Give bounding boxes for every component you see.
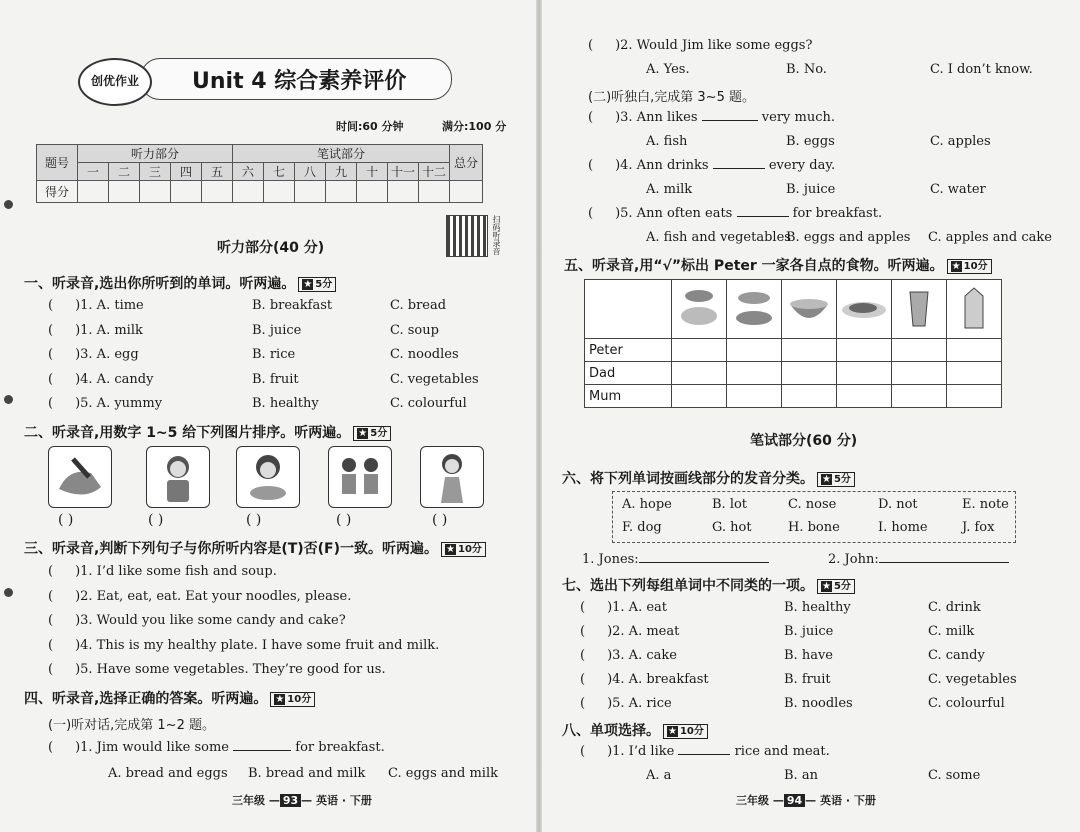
answer-blank[interactable]: ( ) xyxy=(58,512,74,528)
checkmark-cell[interactable] xyxy=(837,385,892,408)
question-4-1: ( )1. Jim would like some for breakfast. xyxy=(48,740,385,755)
option-c[interactable]: C. apples and cake xyxy=(928,230,1052,245)
question-number: 八 xyxy=(295,163,326,181)
question-number: 三 xyxy=(140,163,171,181)
option-c[interactable]: C. I don’t know. xyxy=(930,62,1033,77)
option-b[interactable]: B. juice xyxy=(252,322,302,338)
score-cell[interactable] xyxy=(233,181,264,203)
option-a[interactable]: A. Yes. xyxy=(646,62,690,77)
score-badge: ★ 10分 xyxy=(270,692,315,707)
option-b[interactable]: B. noodles xyxy=(784,696,853,711)
option-a[interactable]: )5. A. yummy xyxy=(75,396,163,411)
person-name: Mum xyxy=(585,385,672,408)
writing-heading: 笔试部分(60 分) xyxy=(750,433,858,449)
question-4-3: ( )3. Ann likes very much. xyxy=(588,110,836,125)
soup-bowl-icon xyxy=(782,280,837,339)
score-cell[interactable] xyxy=(326,181,357,203)
score-badge: ★ 10分 xyxy=(663,724,708,739)
picture-boy-eating xyxy=(146,446,210,508)
checkmark-cell[interactable] xyxy=(782,339,837,362)
odd-one-out-item xyxy=(580,672,709,687)
section-3-title: 三、听录音,判断下列句子与你所听内容是(T)否(F)一致。听两遍。 ★ 10分 xyxy=(24,538,486,558)
option-b[interactable]: B. rice xyxy=(252,347,296,362)
listening-item xyxy=(48,396,162,411)
time-limit: 时间:60 分钟 xyxy=(336,120,404,133)
question-4-5: ( )5. Ann often eats for breakfast. xyxy=(588,206,883,221)
question-number: 四 xyxy=(171,163,202,181)
phonics-word: G. hot xyxy=(712,520,752,535)
question-number: 九 xyxy=(326,163,357,181)
option-a[interactable]: A. fish and vegetables xyxy=(646,230,791,245)
milk-carton-icon xyxy=(947,280,1002,339)
answer-paren[interactable]: ( xyxy=(580,672,586,687)
answer-paren[interactable]: ( xyxy=(48,637,54,653)
checkmark-cell[interactable] xyxy=(782,362,837,385)
score-badge: ★ 5分 xyxy=(353,426,391,441)
phonics-word: J. fox xyxy=(962,520,995,535)
question-number: 五 xyxy=(202,163,233,181)
option-b[interactable]: B. healthy xyxy=(252,396,319,411)
section-4-title: 四、听录音,选择正确的答案。听两遍。 ★ 10分 xyxy=(24,688,315,708)
label-total: 总分 xyxy=(450,145,483,181)
score-badge: ★ 5分 xyxy=(817,472,855,487)
answer-paren[interactable]: ( xyxy=(580,600,586,615)
option-c[interactable]: C. noodles xyxy=(390,347,459,362)
checkmark-cell[interactable] xyxy=(837,362,892,385)
label-listening: 听力部分 xyxy=(78,145,233,163)
section-8-title: 八、单项选择。 ★ 10分 xyxy=(562,720,708,740)
checkmark-cell[interactable] xyxy=(892,339,947,362)
checkmark-cell[interactable] xyxy=(672,339,727,362)
checkmark-cell[interactable] xyxy=(782,385,837,408)
footer-right: 三年级 — 94 — 英语 · 下册 xyxy=(736,794,876,807)
label-score: 得分 xyxy=(37,181,78,203)
question-number: 一 xyxy=(78,163,109,181)
checkmark-cell[interactable] xyxy=(947,339,1002,362)
fish-plate-icon xyxy=(837,280,892,339)
juice-glass-icon xyxy=(892,280,947,339)
binding-hole xyxy=(4,588,13,597)
answer-paren[interactable]: ( xyxy=(48,396,54,411)
dumplings-icon xyxy=(727,280,782,339)
option-b[interactable]: B. bread and milk xyxy=(248,766,366,781)
full-score: 满分:100 分 xyxy=(442,120,507,133)
answer-blank[interactable]: ( ) xyxy=(432,512,448,528)
answer-paren[interactable]: ( xyxy=(48,347,54,362)
section-7-title: 七、选出下列每组单词中不同类的一项。 ★ 5分 xyxy=(562,575,855,595)
answer-blank[interactable]: ( ) xyxy=(246,512,262,528)
score-badge: ★ 5分 xyxy=(817,579,855,594)
qr-code xyxy=(446,215,488,257)
subsection-2: (二)听独白,完成第 3~5 题。 xyxy=(588,90,755,105)
picture-bread xyxy=(48,446,112,508)
option-a[interactable]: )1. A. time xyxy=(75,298,144,313)
checkmark-cell[interactable] xyxy=(947,385,1002,408)
option-c[interactable]: C. milk xyxy=(928,624,975,639)
qr-caption: 扫码听录音 xyxy=(492,215,501,255)
question-number: 十一 xyxy=(388,163,419,181)
option-b[interactable]: B. breakfast xyxy=(252,298,333,313)
answer-paren[interactable]: ( xyxy=(48,662,54,677)
score-cell[interactable] xyxy=(140,181,171,203)
true-false-item: ( )3. Would you like some candy and cake? xyxy=(48,613,346,628)
score-cell[interactable] xyxy=(171,181,202,203)
question-number: 七 xyxy=(264,163,295,181)
odd-one-out-item xyxy=(580,648,677,663)
phonics-word: B. lot xyxy=(712,497,748,512)
food-row xyxy=(585,362,1002,385)
score-cell[interactable] xyxy=(78,181,109,203)
option-c[interactable]: C. bread xyxy=(390,298,447,313)
food-row xyxy=(585,385,1002,408)
answer-paren[interactable]: ( xyxy=(48,298,54,313)
total-score-cell[interactable] xyxy=(450,181,483,203)
option-a[interactable]: )1. A. eat xyxy=(607,600,668,615)
option-c[interactable]: C. colourful xyxy=(928,696,1005,711)
checkmark-cell[interactable] xyxy=(672,362,727,385)
score-badge: ★ 5分 xyxy=(298,277,336,292)
score-cell[interactable] xyxy=(295,181,326,203)
listening-heading: 听力部分(40 分) xyxy=(217,240,325,256)
option-c[interactable]: C. soup xyxy=(390,322,439,338)
checkmark-cell[interactable] xyxy=(892,362,947,385)
footer-left: 三年级 — 93 — 英语 · 下册 xyxy=(232,794,372,807)
odd-one-out-item xyxy=(580,624,679,639)
score-cell[interactable] xyxy=(202,181,233,203)
option-a[interactable]: )5. A. rice xyxy=(607,696,672,711)
option-a[interactable]: A. milk xyxy=(646,182,693,197)
question-4-4: ( )4. Ann drinks every day. xyxy=(588,158,836,173)
option-c[interactable]: C. vegetables xyxy=(390,371,479,387)
odd-one-out-item xyxy=(580,600,667,615)
score-badge: ★ 10分 xyxy=(441,542,486,557)
chicken-icon xyxy=(672,280,727,339)
option-b[interactable]: B. juice xyxy=(786,182,836,197)
option-a[interactable]: A. a xyxy=(646,768,672,783)
option-c[interactable]: C. water xyxy=(930,182,986,197)
listening-item xyxy=(48,298,144,313)
phonics-word: H. bone xyxy=(788,520,840,535)
option-a[interactable]: )4. A. breakfast xyxy=(607,672,709,687)
score-cell[interactable] xyxy=(388,181,419,203)
checkmark-cell[interactable] xyxy=(837,339,892,362)
phonics-word: C. nose xyxy=(788,497,837,512)
option-a[interactable]: )1. A. milk xyxy=(75,322,143,338)
option-c[interactable]: C. candy xyxy=(928,648,985,663)
answer-paren[interactable]: ( xyxy=(48,322,54,338)
phonics-word: E. note xyxy=(962,497,1009,512)
binding-hole xyxy=(4,200,13,209)
option-b[interactable]: B. No. xyxy=(786,62,827,77)
score-cell[interactable] xyxy=(264,181,295,203)
option-a[interactable]: A. fish xyxy=(646,134,688,149)
question-number: 二 xyxy=(109,163,140,181)
answer-paren[interactable]: ( xyxy=(580,624,586,639)
checkmark-cell[interactable] xyxy=(727,339,782,362)
listening-item xyxy=(48,347,139,362)
picture-girl-noodles xyxy=(236,446,300,508)
option-a[interactable]: )3. A. egg xyxy=(75,347,139,362)
option-b[interactable]: B. eggs xyxy=(786,134,835,149)
option-b[interactable]: B. juice xyxy=(784,624,834,639)
checkmark-cell[interactable] xyxy=(672,385,727,408)
food-row xyxy=(585,339,1002,362)
picture-two-kids xyxy=(328,446,392,508)
score-cell[interactable] xyxy=(109,181,140,203)
section-1-title: 一、听录音,选出你所听到的单词。听两遍。 ★ 5分 xyxy=(24,273,336,293)
option-c[interactable]: C. drink xyxy=(928,600,981,615)
phonics-answer-2: 2. John: xyxy=(828,552,1009,567)
binding-hole xyxy=(4,395,13,404)
question-number: 十 xyxy=(357,163,388,181)
score-badge: ★ 10分 xyxy=(947,259,992,274)
option-a[interactable]: )2. A. meat xyxy=(607,624,680,639)
option-c[interactable]: C. some xyxy=(928,768,981,783)
option-c[interactable]: C. vegetables xyxy=(928,672,1017,687)
question-number: 十二 xyxy=(419,163,450,181)
checkmark-cell[interactable] xyxy=(947,362,1002,385)
phonics-word: D. not xyxy=(878,497,918,512)
answer-paren[interactable]: ( xyxy=(580,696,586,711)
label-writing: 笔试部分 xyxy=(233,145,450,163)
checkmark-cell[interactable] xyxy=(727,385,782,408)
option-a[interactable]: A. bread and eggs xyxy=(108,766,228,781)
food-table xyxy=(584,279,1002,408)
section-6-title: 六、将下列单词按画线部分的发音分类。 ★ 5分 xyxy=(562,468,855,488)
answer-paren[interactable]: ( xyxy=(580,648,586,663)
question-number: 六 xyxy=(233,163,264,181)
option-b[interactable]: B. fruit xyxy=(784,672,831,687)
true-false-item: ( )4. This is my healthy plate. I have some fruit and milk. xyxy=(48,637,440,653)
checkmark-cell[interactable] xyxy=(892,385,947,408)
brand-logo: 创优作业 xyxy=(78,58,152,106)
person-name: Peter xyxy=(585,339,672,362)
answer-blank[interactable]: ( ) xyxy=(148,512,164,528)
option-c[interactable]: C. colourful xyxy=(390,396,467,411)
phonics-word: A. hope xyxy=(622,497,672,512)
section-2-title: 二、听录音,用数字 1~5 给下列图片排序。听两遍。 ★ 5分 xyxy=(24,422,391,442)
phonics-word: I. home xyxy=(878,520,928,535)
option-b[interactable]: B. an xyxy=(784,768,818,783)
option-c[interactable]: C. apples xyxy=(930,134,991,149)
score-table xyxy=(36,144,483,203)
answer-paren[interactable]: ( xyxy=(48,564,54,579)
answer-blank[interactable]: ( ) xyxy=(336,512,352,528)
page-title: Unit 4 综合素养评价 xyxy=(192,69,407,94)
subsection-1: (一)听对话,完成第 1~2 题。 xyxy=(48,718,215,733)
checkmark-cell[interactable] xyxy=(727,362,782,385)
option-a[interactable]: )3. A. cake xyxy=(607,648,677,663)
section-5-title: 五、听录音,用“√”标出 Peter 一家各自点的食物。听两遍。 ★ 10分 xyxy=(564,255,992,275)
option-a[interactable]: )4. A. candy xyxy=(75,371,154,387)
person-name: Dad xyxy=(585,362,672,385)
question-8-1: ( )1. I’d like rice and meat. xyxy=(580,744,830,759)
option-c[interactable]: C. eggs and milk xyxy=(388,766,498,781)
answer-paren[interactable]: ( xyxy=(48,588,54,604)
true-false-item: ( )1. I’d like some fish and soup. xyxy=(48,564,277,579)
label-question-no: 题号 xyxy=(37,145,78,181)
picture-girl xyxy=(420,446,484,508)
phonics-word: F. dog xyxy=(622,520,662,535)
listening-item xyxy=(48,372,153,387)
phonics-answer-1: 1. Jones: xyxy=(582,552,769,567)
option-b[interactable]: B. eggs and apples xyxy=(786,230,911,245)
option-b[interactable]: B. healthy xyxy=(784,600,851,615)
odd-one-out-item xyxy=(580,696,672,711)
listening-item xyxy=(48,323,143,338)
option-b[interactable]: B. fruit xyxy=(252,371,299,387)
answer-paren[interactable]: ( xyxy=(48,613,54,628)
score-cell[interactable] xyxy=(357,181,388,203)
true-false-item: ( )5. Have some vegetables. They’re good for us. xyxy=(48,662,386,677)
answer-paren[interactable]: ( xyxy=(48,371,54,387)
true-false-item: ( )2. Eat, eat, eat. Eat your noodles, please. xyxy=(48,588,352,604)
score-cell[interactable] xyxy=(419,181,450,203)
question-4-2: ( )2. Would Jim like some eggs? xyxy=(588,38,813,53)
option-b[interactable]: B. have xyxy=(784,648,833,663)
